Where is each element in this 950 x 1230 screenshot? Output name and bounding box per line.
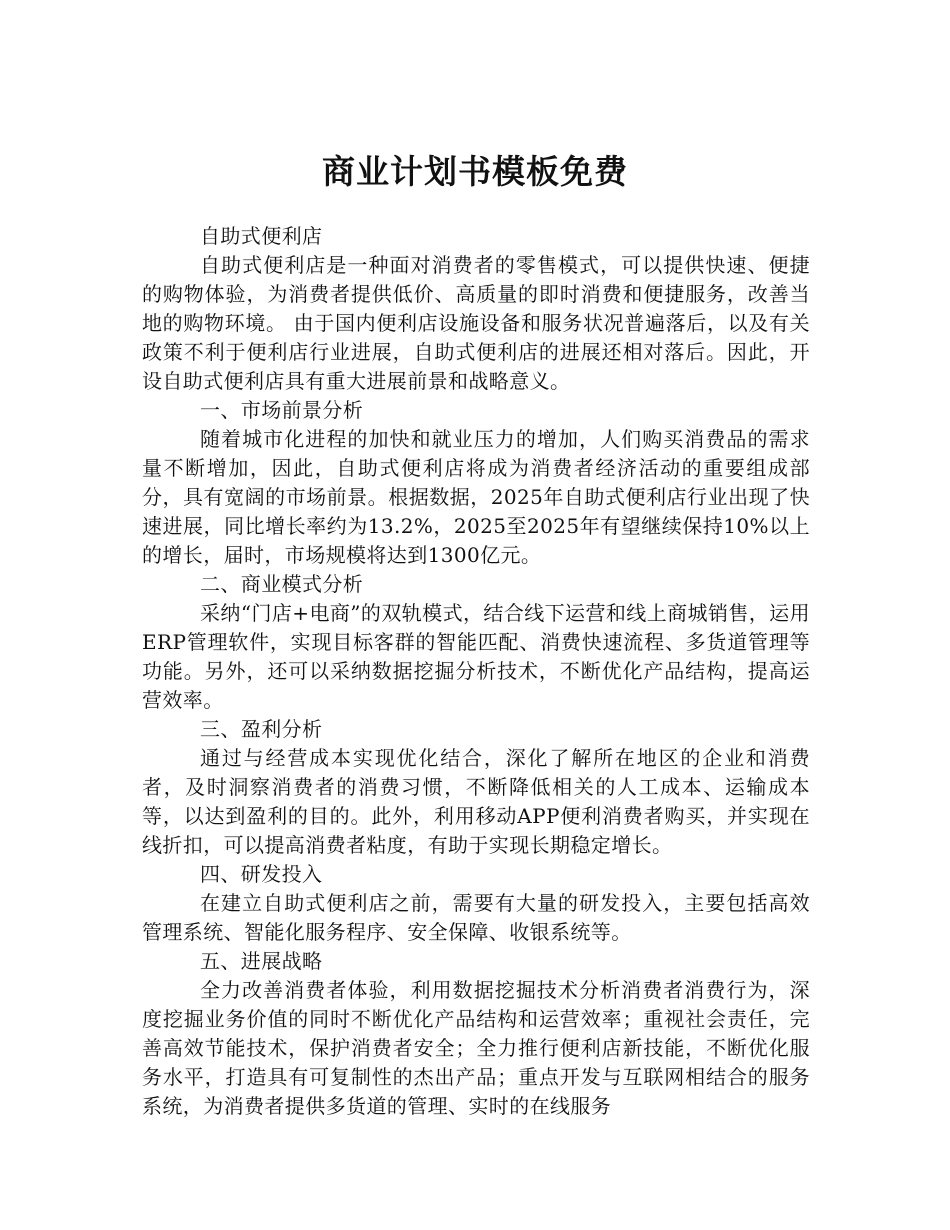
section-paragraph-market: 随着城市化进程的加快和就业压力的增加，人们购买消费品的需求量不断增加，因此，自助式便利店将成为消费者经济活动的重要组成部分，具有宽阔的市场前景。根据数据，2025年自助式便利店行业出现了快速进展，同比增长率约为13.2%，2025至2025年有望继续保持10%以上的增长，届时，市场规模将达到1300亿元。 [142, 427, 810, 567]
section-paragraph-strategy: 全力改善消费者体验，利用数据挖掘技术分析消费者消费行为，深度挖掘业务价值的同时不断优化产品结构和运营效率；重视社会责任，完善高效节能技术，保护消费者安全；全力推行便利店新技能，不断优化服务水平，打造具有可复制性的杰出产品；重点开发与互联网相结合的服务系统，为消费者提供多货道的管理、实时的在线服务 [142, 978, 810, 1118]
intro-paragraph: 自助式便利店是一种面对消费者的零售模式，可以提供快速、便捷的购物体验，为消费者提供低价、高质量的即时消费和便捷服务，改善当地的购物环境。 由于国内便利店设施设备和服务状况普遍落后，以及有关政策不利于便利店行业进展，自助式便利店的进展还相对落后。因此，开设自助式便利店具有重大进展前景和战略意义。 [142, 253, 810, 393]
section-heading-strategy: 五、进展战略 [200, 949, 323, 973]
document-body [142, 222, 810, 1121]
intro-heading: 自助式便利店 [200, 224, 323, 248]
document-title: 商业计划书模板免费 [322, 152, 628, 191]
section-heading-rnd: 四、研发投入 [200, 862, 323, 886]
section-heading-business-model: 二、商业模式分析 [200, 572, 364, 596]
section-paragraph-rnd: 在建立自助式便利店之前，需要有大量的研发投入，主要包括高效管理系统、智能化服务程序、安全保障、收银系统等。 [142, 891, 810, 944]
section-heading-profit: 三、盈利分析 [200, 717, 323, 741]
section-paragraph-business-model: 采纳“门店+电商”的双轨模式，结合线下运营和线上商城销售，运用ERP管理软件，实现目标客群的智能匹配、消费快速流程、多货道管理等功能。另外，还可以采纳数据挖掘分析技术，不断优化产品结构，提高运营效率。 [142, 601, 810, 712]
section-heading-market: 一、市场前景分析 [200, 398, 364, 422]
section-paragraph-profit: 通过与经营成本实现优化结合，深化了解所在地区的企业和消费者，及时洞察消费者的消费习惯，不断降低相关的人工成本、运输成本等，以达到盈利的目的。此外，利用移动APP便利消费者购买，并实现在线折扣，可以提高消费者粘度，有助于实现长期稳定增长。 [142, 746, 810, 857]
